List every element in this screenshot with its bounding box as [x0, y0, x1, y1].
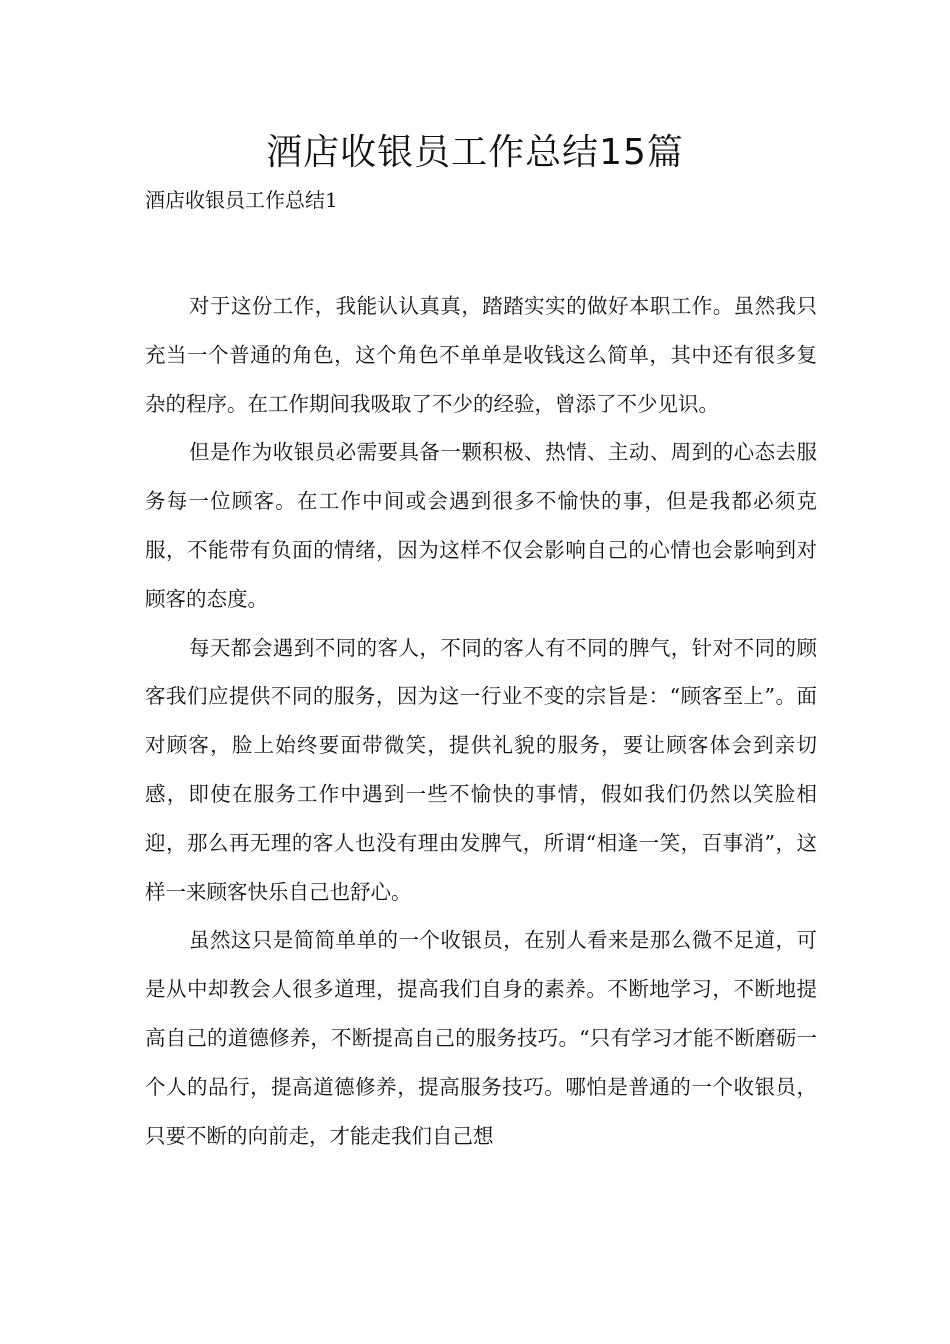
document-body: [145, 282, 817, 1160]
section-heading: 酒店收银员工作总结1: [145, 188, 338, 212]
paragraph: 对于这份工作，我能认认真真，踏踏实实的做好本职工作。虽然我只充当一个普通的角色，这个角色不单单是收钱这么简单，其中还有很多复杂的程序。在工作期间我吸取了不少的经验，曾添了不少见识。: [145, 294, 817, 416]
paragraph: 但是作为收银员必需要具备一颗积极、热情、主动、周到的心态去服务每一位顾客。在工作中间或会遇到很多不愉快的事，但是我都必须克服，不能带有负面的情绪，因为这样不仅会影响自己的心情也会影响到对顾客的态度。: [145, 440, 817, 611]
document-title: 酒店收银员工作总结15篇: [266, 132, 684, 173]
paragraph: 每天都会遇到不同的客人，不同的客人有不同的脾气，针对不同的顾客我们应提供不同的服务，因为这一行业不变的宗旨是：“顾客至上”。面对顾客，脸上始终要面带微笑，提供礼貌的服务，要让顾客体会到亲切感，即使在服务工作中遇到一些不愉快的事情，假如我们仍然以笑脸相迎，那么再无理的客人也没有理由发脾气，所谓“相逢一笑，百事消”，这样一来顾客快乐自己也舒心。: [145, 635, 817, 904]
paragraph: 虽然这只是简简单单的一个收银员，在别人看来是那么微不足道，可是从中却教会人很多道理，提高我们自身的素养。不断地学习，不断地提高自己的道德修养，不断提高自己的服务技巧。“只有学习才能不断磨砺一个人的品行，提高道德修养，提高服务技巧。哪怕是普通的一个收银员，只要不断的向前走，才能走我们自己想: [145, 928, 817, 1148]
